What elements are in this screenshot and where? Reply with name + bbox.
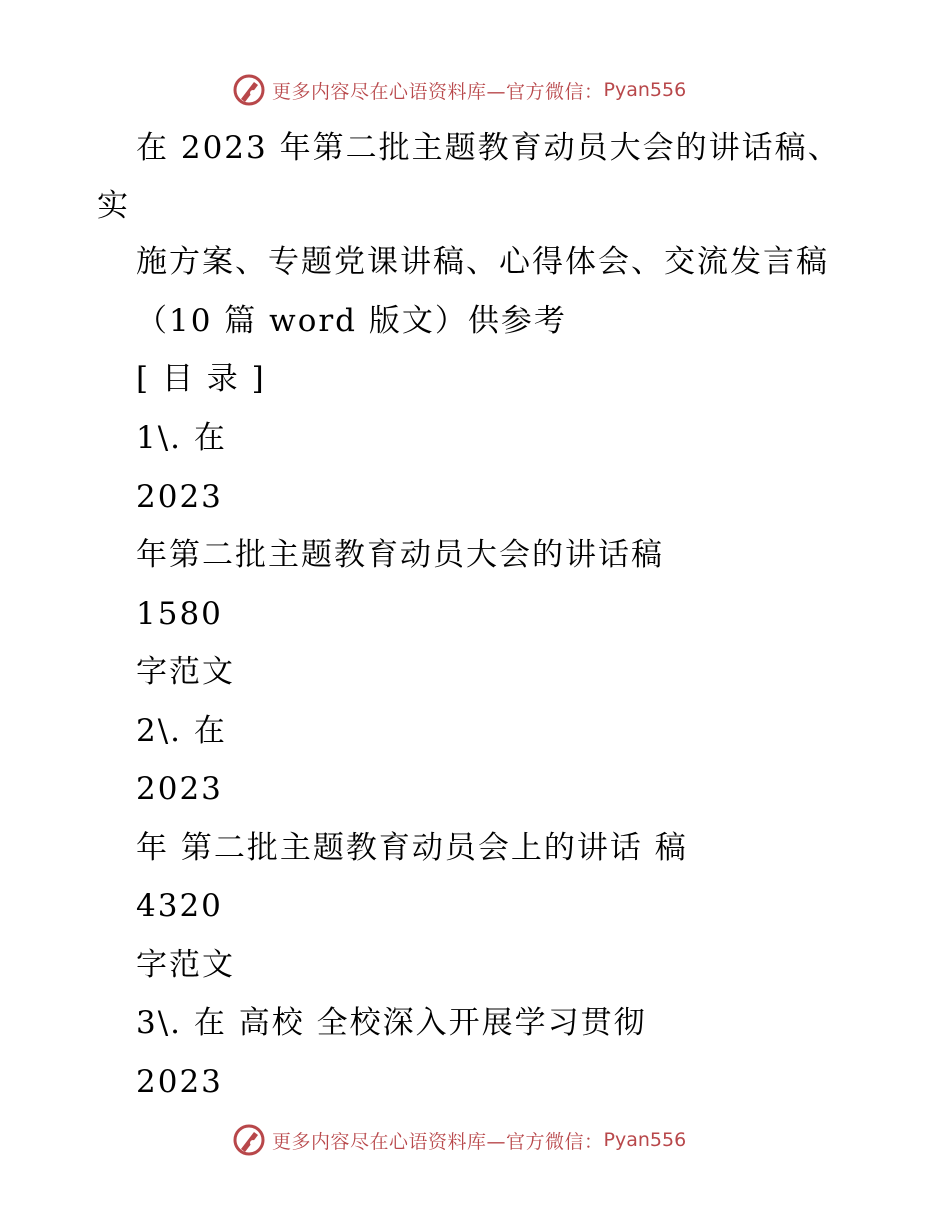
toc-line: 2023 [136,479,223,515]
toc-line: 年 第二批主题教育动员会上的讲话 稿 [136,830,688,866]
header-watermark [232,72,686,108]
toc-line: 3\. 在 高校 全校深入开展学习贯彻 [136,1005,647,1041]
watermark-id: Pyan556 [603,79,687,101]
pen-logo-icon [232,73,266,107]
watermark-text: 更多内容尽在心语资料库—官方微信： [272,80,604,103]
toc-line: 年第二批主题教育动员大会的讲话稿 [136,537,664,573]
title-line-3: 施方案、专题党课讲稿、心得体会、交流发言稿 [136,244,829,280]
toc-line: 2023 [136,771,223,807]
toc-heading: [ 目 录 ] [136,361,266,397]
toc-line: 2\. 在 [136,713,227,749]
pen-logo-icon [232,1123,266,1157]
title-line-2: 实 [97,188,130,224]
footer-watermark [232,1122,686,1158]
toc-line: 4320 [136,888,223,924]
watermark-id: Pyan556 [603,1129,687,1151]
toc-line: 字范文 [136,947,235,983]
toc-line: 1580 [136,596,223,632]
toc-line: 2023 [136,1064,223,1100]
title-line-1: 在 2023 年第二批主题教育动员大会的讲话稿、 [136,130,841,166]
toc-line: 字范文 [136,654,235,690]
toc-line: 1\. 在 [136,420,227,456]
watermark-text: 更多内容尽在心语资料库—官方微信： [272,1130,604,1153]
title-line-4: （10 篇 word 版文）供参考 [136,303,567,339]
